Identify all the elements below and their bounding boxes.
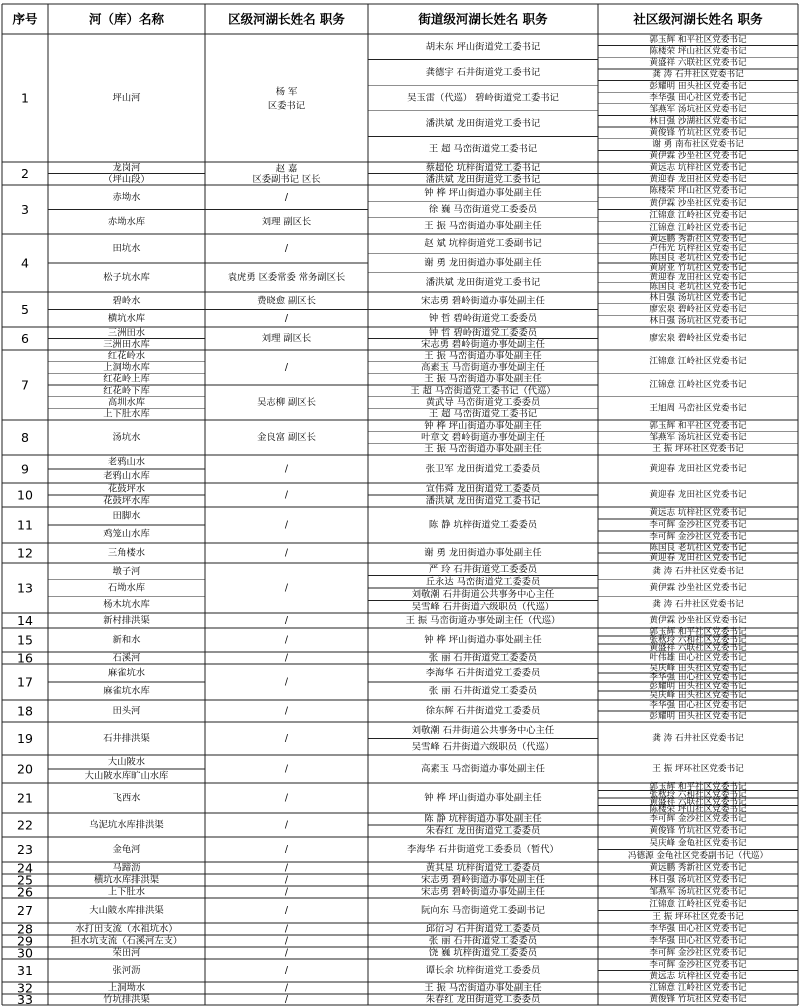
community-chief: 黄远鹏 秀新社区党委书记: [649, 233, 747, 244]
community-chief: 彭耀明 田头社区党委书记: [649, 81, 747, 92]
river-name: 张河沥: [112, 965, 141, 976]
district-chief: /: [284, 582, 289, 594]
river-name: 汤坑水: [112, 432, 141, 443]
street-chief: 王 振 马峦街道办事处副主任: [424, 982, 542, 994]
street-chief: 宋志勇 碧岭街道办事处副主任: [421, 886, 545, 898]
river-name: 墩子河: [112, 565, 141, 577]
header-community: 社区级河湖长姓名 职务: [633, 11, 763, 27]
row-seq: 10: [17, 487, 33, 503]
district-chief: /: [284, 705, 289, 717]
community-chief: 彭耀明 田头社区党委书记: [649, 681, 747, 692]
row-seq: 19: [17, 731, 33, 746]
community-chief: 黄远鹏 秀新社区党委书记: [649, 863, 747, 873]
community-chief: 黄盛祥 六联社区党委书记: [649, 643, 747, 653]
street-chief: 李海华 石井街道党工委委员（暂代）: [407, 844, 559, 855]
river-name: 花鼓坪水: [107, 483, 146, 495]
river-name: 新和水: [112, 634, 141, 646]
community-chief: 黄尉亚 竹坑社区党委书记: [649, 262, 747, 273]
row-seq: 22: [17, 817, 33, 833]
row-seq: 33: [17, 992, 33, 1007]
street-chief: 陈 静 坑梓街道党工委委员: [428, 519, 538, 531]
community-chief: 王 振 坪环社区党委书记: [652, 444, 744, 455]
river-name: 三角楼水: [107, 547, 146, 559]
row-seq: 25: [17, 872, 33, 888]
street-chief: 刘敬潮 石井街道公共事务中心主任: [411, 588, 555, 600]
street-chief: 钟 桦 坪山街道办事处副主任: [424, 792, 542, 804]
river-name: 花鼓坪水库: [103, 495, 150, 507]
community-chief: 龚 涛 石井社区党委书记: [652, 566, 744, 577]
district-chief: 区委副书记 区长: [252, 173, 321, 185]
community-chief: 陈楼荣 坪山社区党委书记: [649, 804, 747, 815]
street-chief: 黄其星 坑梓街道党工委委员: [425, 862, 541, 874]
street-chief: 潘洪斌 龙田街道党工委书记: [425, 276, 541, 288]
river-name: 红花岭水: [107, 350, 146, 362]
community-chief: 李华强 田心社区党委书记: [649, 936, 747, 946]
river-name: 大山陂水库排洪渠: [89, 905, 164, 916]
river-name: 大山陂水库旷山水库: [84, 770, 169, 782]
river-name: 三洲田水库: [103, 338, 150, 350]
row-seq: 27: [17, 903, 33, 918]
street-chief: 徐 巍 马峦街道党工委委员: [428, 204, 538, 215]
street-chief: 吴雪峰 石井街道六级职员（代巡）: [411, 741, 555, 753]
community-chief: 李可辉 金沙社区党委书记: [649, 959, 747, 970]
district-chief: /: [284, 874, 289, 886]
community-chief: 黄盛祥 六联社区党委书记: [649, 796, 747, 807]
community-chief: 黄迎春 龙田社区党委书记: [649, 464, 747, 474]
row-seq: 21: [17, 790, 33, 806]
district-chief: /: [284, 886, 289, 898]
row-seq: 8: [21, 430, 29, 445]
street-chief: 阮向东 马峦街道党工委副书记: [421, 905, 545, 916]
community-chief: 龚 涛 石井社区党委书记: [652, 599, 744, 610]
street-chief: 宋志勇 碧岭街道办事处副主任: [421, 874, 545, 886]
row-seq: 32: [17, 980, 33, 996]
street-chief: 潘洪斌 龙田街道党工委书记: [425, 173, 541, 185]
district-chief: /: [284, 923, 289, 935]
community-chief: 李华强 田心社区党委书记: [649, 924, 747, 934]
community-chief: 邹燕军 汤坑社区党委书记: [649, 432, 747, 443]
district-chief: /: [284, 676, 289, 688]
river-name: 上下肚水库: [103, 408, 150, 420]
community-chief: 陈楼荣 坪山社区党委书记: [649, 46, 747, 57]
community-chief: 李华强 田心社区党委书记: [649, 93, 747, 103]
street-chief: 龚德宇 石井街道党工委书记: [425, 66, 541, 78]
district-chief: /: [284, 982, 289, 994]
community-chief: 黄伊霖 沙坐社区党委书记: [649, 198, 747, 209]
district-chief: /: [284, 763, 289, 775]
street-chief: 宋志勇 碧岭街道办事处副主任: [421, 295, 545, 307]
row-seq: 14: [17, 613, 33, 628]
street-chief: 吴玉雷（代巡） 碧岭街道党工委书记: [407, 92, 559, 104]
community-chief: 黄俊锋 竹坑社区党委书记: [649, 826, 747, 836]
community-chief: 龚 涛 石井社区党委书记: [652, 69, 744, 80]
district-chief: /: [284, 519, 289, 531]
street-chief: 王 振 马峦街道办事处副主任（代巡）: [405, 615, 561, 626]
river-name: 红花岭下库: [103, 385, 150, 397]
community-chief: 江锦意 江岭社区党委书记: [649, 356, 747, 367]
community-chief: 江锦意 江岭社区党委书记: [649, 210, 747, 221]
district-chief: /: [284, 994, 289, 1005]
river-name: 老鸦山水库: [103, 470, 150, 482]
street-chief: 邱衍习 石井街道党工委委员: [425, 923, 541, 935]
header-street: 街道级河湖长姓名 职务: [418, 11, 548, 27]
street-chief: 张 丽 石井街道党工委委员: [428, 652, 538, 664]
community-chief: 陈国良 老坑社区党委书记: [649, 543, 747, 553]
community-chief: 廖宏泉 碧岭社区党委书记: [649, 333, 747, 344]
river-name: 田头河: [112, 705, 141, 717]
district-chief: /: [284, 733, 289, 744]
district-chief: /: [284, 862, 289, 874]
community-chief: 郭玉辉 和平社区党委书记: [649, 627, 747, 637]
street-chief: 王 振 马峦街道办事处副主任: [424, 373, 542, 385]
street-chief: 李海华 石井街道党工委委员: [425, 667, 541, 679]
row-seq: 13: [17, 580, 33, 596]
community-chief: 郭玉辉 和平社区党委书记: [649, 34, 747, 45]
district-chief: /: [284, 819, 289, 831]
street-chief: 朱春红 龙田街道党工委委员: [425, 994, 541, 1005]
community-chief: 陈国良 老坑社区党委书记: [649, 253, 747, 264]
river-name: 上洞坳水库: [103, 362, 150, 373]
community-chief: 李可辉 金沙社区党委书记: [649, 814, 747, 824]
street-chief: 张 丽 石井街道党工委委员: [428, 685, 538, 697]
street-chief: 潘洪斌 龙田街道党工委书记: [425, 495, 541, 507]
district-chief: 区委书记: [267, 100, 306, 112]
river-name: 高圳水库: [107, 397, 146, 408]
district-chief: 赵 嘉: [275, 163, 298, 175]
river-name: 马蹄沥: [112, 862, 141, 874]
row-seq: 26: [17, 884, 33, 900]
community-chief: 陈楼荣 坪山社区党委书记: [649, 186, 747, 197]
river-name: 上洞坳水: [107, 982, 146, 994]
header-seq: 序号: [12, 11, 38, 27]
street-chief: 钟 桦 坪山街道办事处副主任: [424, 420, 542, 432]
community-chief: 王 振 坪环社区党委书记: [652, 764, 744, 774]
community-chief: 林日强 汤坑社区党委书记: [649, 875, 747, 885]
district-chief: /: [284, 547, 289, 559]
row-seq: 7: [21, 377, 29, 393]
district-chief: /: [284, 191, 289, 203]
community-chief: 林日强 沙湖社区党委书记: [649, 116, 747, 127]
community-chief: 江锦意 江岭社区党委书记: [649, 222, 747, 233]
community-chief: 廖宏泉 碧岭社区党委书记: [649, 304, 747, 315]
river-name: 田脚水: [112, 510, 141, 522]
row-seq: 15: [17, 632, 33, 648]
community-chief: 黄迎春 龙田社区党委书记: [649, 553, 747, 563]
street-chief: 潘洪斌 龙田街道党工委书记: [425, 118, 541, 130]
street-chief: 蔡超伦 坑梓街道党工委书记: [425, 162, 541, 174]
community-chief: 黄盛祥 六联社区党委书记: [649, 58, 747, 69]
header-river: 河（库）名称: [88, 11, 165, 27]
community-chief: 林日强 汤坑社区党委书记: [649, 292, 747, 303]
street-chief: 钟 桦 坪山街道办事处副主任: [424, 634, 542, 646]
community-chief: 王旭周 马峦社区党委书记: [649, 403, 747, 414]
community-chief: 林日强 汤坑社区党委书记: [649, 316, 747, 327]
river-name: 老鸦山水: [107, 456, 146, 468]
district-chief: /: [284, 947, 289, 959]
river-name: 鸡笼山水库: [103, 528, 150, 540]
river-name: 麻雀坑水: [107, 667, 146, 679]
district-chief: /: [284, 844, 289, 855]
row-seq: 24: [17, 860, 33, 876]
community-chief: 黄迎春 龙田社区党委书记: [649, 174, 747, 185]
district-chief: /: [284, 312, 289, 324]
header-district: 区级河湖长姓名 职务: [228, 11, 345, 27]
row-seq: 28: [17, 921, 33, 937]
row-seq: 4: [21, 255, 29, 271]
community-chief: 叶伟雄 田心社区党委书记: [649, 653, 747, 663]
river-name: 新村排洪渠: [103, 615, 150, 626]
community-chief: 黄迎春 龙田社区党委书记: [649, 490, 747, 500]
street-chief: 吴雪峰 石井街道六级职员（代巡）: [411, 601, 555, 613]
row-seq: 2: [21, 166, 29, 181]
community-chief: 卢伟光 坑梓社区党委书记: [649, 243, 747, 254]
street-chief: 陈 静 坑梓街道办事处副主任: [424, 813, 542, 825]
community-chief: 黄伊霖 沙坐社区党委书记: [649, 583, 747, 593]
community-chief: 江锦意 江岭社区党委书记: [649, 983, 747, 993]
district-chief: /: [284, 965, 289, 976]
community-chief: 郭玉辉 和平社区党委书记: [649, 781, 747, 792]
community-chief: 黄迎春 龙田社区党委书记: [649, 272, 747, 283]
street-chief: 叶章文 碧岭街道办事处副主任: [421, 432, 545, 443]
street-chief: 王 超 马峦街道党工委书记: [428, 408, 538, 420]
community-chief: 李华强 田心社区党委书记: [649, 672, 747, 683]
river-name: 横坑水库排洪渠: [93, 874, 160, 886]
street-chief: 王 振 马峦街道办事处副主任: [424, 350, 542, 362]
river-name: 飞西水: [112, 792, 141, 804]
street-chief: 黄武导 马峦街道党工委委员: [425, 397, 541, 408]
district-chief: /: [284, 634, 289, 646]
district-chief: 刘理 副区长: [261, 216, 312, 228]
river-name: 松子坑水库: [103, 272, 150, 283]
row-seq: 30: [17, 945, 33, 961]
row-seq: 17: [17, 674, 33, 690]
street-chief: 严 玲 石井街道党工委委员: [428, 563, 538, 575]
river-name: 坪山河: [112, 92, 141, 104]
community-chief: 张秋玲 六和社区党委书记: [649, 635, 747, 645]
community-chief: 龚 涛 石井社区党委书记: [652, 733, 744, 744]
community-chief: 黄远志 坑梓社区党委书记: [649, 508, 747, 518]
row-seq: 11: [17, 517, 33, 533]
street-chief: 赵 斌 坑梓街道党工委副书记: [424, 238, 542, 250]
district-chief: /: [284, 362, 289, 373]
community-chief: 吴庆峰 田头社区党委书记: [649, 663, 747, 674]
street-chief: 谢 勇 龙田街道办事处副主任: [424, 257, 542, 269]
community-chief: 江锦意 江岭社区党委书记: [649, 380, 747, 390]
street-chief: 高素玉 马峦街道办事处副主任: [421, 362, 545, 373]
community-chief: 黄伊霖 沙坐社区党委书记: [649, 151, 747, 162]
river-name: 竹坑排洪渠: [103, 994, 150, 1005]
community-chief: 陈国良 老坑社区党委书记: [649, 282, 747, 293]
community-chief: 郭玉辉 和平社区党委书记: [649, 420, 747, 431]
district-chief: 金良富 副区长: [257, 432, 316, 443]
river-name: 龙岗河: [112, 162, 141, 174]
river-name: 金龟河: [112, 844, 141, 855]
street-chief: 刘敬潮 石井街道公共事务中心主任: [411, 724, 555, 736]
community-chief: 王 振 坪环社区党委书记: [652, 911, 744, 922]
community-chief: 李可辉 金沙社区党委书记: [649, 948, 747, 958]
row-seq: 5: [21, 302, 29, 317]
row-seq: 31: [17, 963, 33, 978]
river-name: 碧岭水: [112, 295, 141, 307]
street-chief: 徐东辉 石井街道党工委委员: [425, 705, 541, 717]
river-name: 红花岭上库: [103, 373, 150, 385]
district-chief: /: [284, 615, 289, 626]
street-chief: 饶 巍 坑梓街道党工委委员: [428, 947, 538, 959]
street-chief: 丘永达 马峦街道党工委委员: [425, 576, 541, 588]
street-chief: 王 超 马峦街道党工委书记（代巡）: [410, 385, 556, 397]
street-chief: 王 振 马峦街道办事处副主任: [424, 220, 542, 232]
street-chief: 高素玉 马峦街道办事处副主任: [421, 763, 545, 775]
row-seq: 29: [17, 933, 33, 949]
community-chief: 邹燕军 汤坑社区党委书记: [649, 104, 747, 115]
community-chief: 黄俊锋 竹坑社区党委书记: [649, 127, 747, 138]
district-chief: /: [284, 652, 289, 664]
district-chief: 刘理 副区长: [261, 333, 312, 344]
community-chief: 冯德源 金龟社区党委副书记（代巡）: [627, 850, 769, 861]
community-chief: 李可辉 金沙社区党委书记: [649, 532, 747, 542]
district-chief: 袁虎勇 区委常委 常务副区长: [227, 272, 346, 283]
street-chief: 王 振 马峦街道办事处副主任: [424, 443, 542, 455]
row-seq: 12: [17, 545, 33, 561]
district-chief: /: [284, 463, 289, 475]
street-chief: 宣伟舜 龙田街道党工委委员: [425, 483, 541, 495]
row-seq: 16: [17, 650, 33, 666]
community-chief: 吴庆峰 金龟社区党委书记: [649, 838, 747, 849]
river-name: 上下肚水: [107, 886, 146, 898]
river-name: 大山陂水: [107, 756, 146, 768]
community-chief: 黄远志 坑梓社区党委书记: [649, 971, 747, 982]
river-name: 水打田支流（水祖坑水）: [75, 923, 178, 935]
river-name: 乌泥坑水库排洪渠: [89, 819, 164, 831]
district-chief: 杨 军: [275, 86, 298, 98]
community-chief: 谢 勇 南布社区党委书记: [652, 139, 744, 150]
river-name: 石溪河: [112, 652, 141, 664]
river-name: 赤坳水: [112, 191, 141, 203]
community-chief: 黄俊锋 竹坑社区党委书记: [649, 994, 747, 1005]
street-chief: 钟 哲 碧岭街道党工委委员: [428, 327, 538, 339]
street-chief: 王 超 马峦街道党工委书记: [428, 143, 538, 155]
river-name: 石井排洪渠: [103, 733, 150, 744]
row-seq: 9: [21, 461, 29, 477]
street-chief: 宋志勇 碧岭街道办事处副主任: [421, 338, 545, 350]
street-chief: 钟 哲 碧岭街道党工委委员: [428, 312, 538, 324]
district-chief: /: [284, 935, 289, 947]
community-chief: 张秋玲 六和社区党委书记: [649, 789, 747, 800]
river-name: 麻雀坑水库: [103, 685, 150, 697]
district-chief: 费晓愈 副区长: [257, 295, 316, 307]
river-name: 三洲田水: [107, 327, 146, 339]
street-chief: 张 丽 石井街道党工委委员: [428, 935, 538, 947]
street-chief: 胡未东 坪山街道党工委书记: [425, 41, 541, 53]
river-name: 石坳水库: [107, 582, 146, 594]
community-chief: 邹燕军 汤坑社区党委书记: [649, 887, 747, 897]
river-name: 荣田河: [112, 947, 141, 959]
river-name: （坪山段）: [103, 173, 150, 185]
community-chief: 黄伊霖 沙坐社区党委书记: [649, 615, 747, 626]
district-chief: 吴志柳 副区长: [257, 397, 316, 408]
row-seq: 18: [17, 703, 33, 719]
street-chief: 张卫军 龙田街道党工委委员: [425, 463, 541, 475]
district-chief: /: [284, 489, 289, 501]
river-name: 横坑水库: [107, 312, 146, 324]
community-chief: 李华强 田心社区党委书记: [649, 700, 747, 711]
row-seq: 1: [21, 90, 29, 106]
row-seq: 20: [17, 761, 33, 777]
community-chief: 彭耀明 田头社区党委书记: [649, 711, 747, 722]
street-chief: 谭长余 坑梓街道党工委委员: [425, 965, 541, 976]
street-chief: 朱春红 龙田街道党工委委员: [425, 825, 541, 837]
district-chief: /: [284, 905, 289, 916]
river-name: 担水坑支流（石溪河左支）: [70, 935, 183, 947]
table-text: [12, 12, 768, 1007]
row-seq: 3: [21, 202, 29, 217]
river-name: 赤坳水库: [107, 216, 146, 228]
district-chief: /: [284, 243, 289, 254]
row-seq: 6: [21, 331, 29, 346]
river-name: 杨木坑水库: [103, 599, 150, 611]
community-chief: 吴庆峰 田头社区党委书记: [649, 690, 747, 701]
street-chief: 谢 勇 龙田街道办事处副主任: [424, 547, 542, 559]
community-chief: 江锦意 江岭社区党委书记: [649, 899, 747, 910]
river-name: 田坑水: [112, 243, 141, 254]
row-seq: 23: [17, 842, 33, 857]
community-chief: 黄远志 坑梓社区党委书记: [649, 162, 747, 173]
street-chief: 钟 桦 坪山街道办事处副主任: [424, 187, 542, 199]
district-chief: /: [284, 792, 289, 804]
community-chief: 李可辉 金沙社区党委书记: [649, 520, 747, 530]
